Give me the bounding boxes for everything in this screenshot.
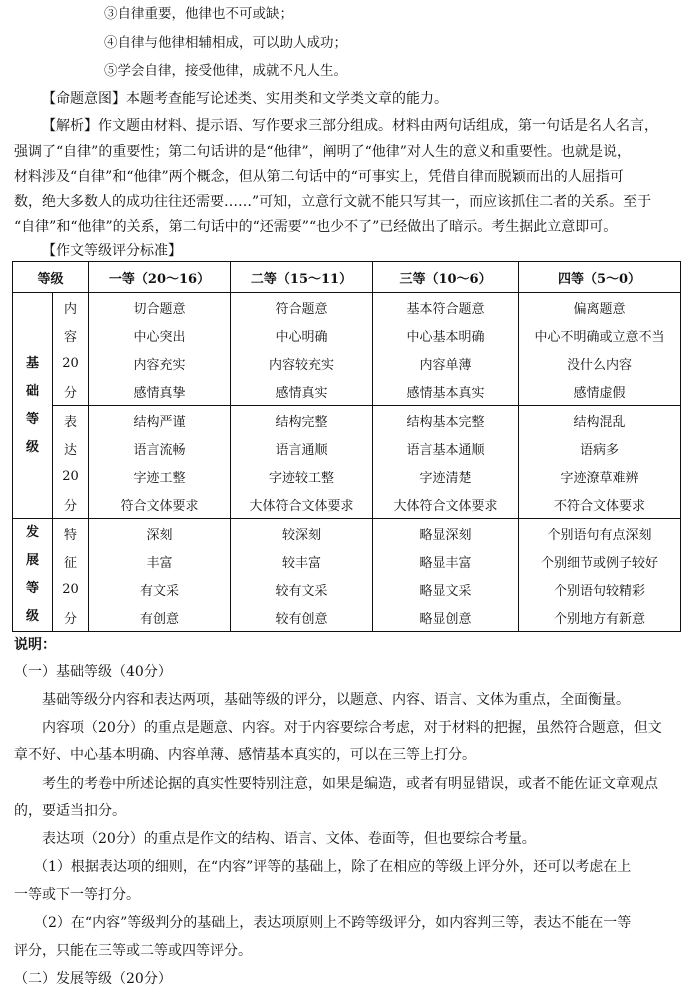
header-fourth-grade: 四等（5～0）	[519, 262, 681, 293]
notes-line: （1）根据表达项的细则，在“内容”评等的基础上，除了在相应的等级上评分外，还可以考虑在上	[34, 859, 632, 875]
table-cell: 中心明确	[231, 321, 373, 349]
table-cell: 符合文体要求	[89, 490, 231, 519]
table-row	[13, 434, 681, 462]
table-cell: 大体符合文体要求	[373, 490, 519, 519]
table-row	[13, 462, 681, 490]
notes-line: （一）基础等级（40分）	[14, 664, 172, 680]
analysis-line: 强调了“自律”的重要性；第二句话讲的是“他律”，阐明了“他律”对人生的意义和重要性。也就是说，	[14, 144, 631, 160]
table-cell: 大体符合文体要求	[231, 490, 373, 519]
sub-label: 分	[53, 490, 89, 519]
sub-label: 特	[53, 519, 89, 548]
table-cell: 较有创意	[231, 603, 373, 632]
notes-line: 的，要适当扣分。	[14, 803, 126, 819]
category-development: 发 展 等 级	[13, 519, 53, 632]
notes-line: 章不好、中心基本明确、内容单薄、感情基本真实的，可以在三等上打分。	[14, 747, 476, 763]
list-item-3: ③自律重要，他律也不可或缺；	[104, 6, 293, 22]
table-cell: 结构严谨	[89, 406, 231, 435]
table-row	[13, 406, 681, 435]
table-cell: 略显丰富	[373, 547, 519, 575]
table-cell: 内容充实	[89, 349, 231, 377]
table-row	[13, 377, 681, 406]
table-cell: 丰富	[89, 547, 231, 575]
sub-label: 内	[53, 293, 89, 322]
table-cell: 语言基本通顺	[373, 434, 519, 462]
notes-line: （2）在“内容”等级判分的基础上，表达项原则上不跨等级评分，如内容判三等，表达不能在一等	[34, 915, 632, 931]
table-cell: 较丰富	[231, 547, 373, 575]
notes-line: 考生的考卷中所述论据的真实性要特别注意，如果是编造，或者有明显错误，或者不能佐证文章观点	[42, 776, 658, 792]
table-cell: 较深刻	[231, 519, 373, 548]
table-row	[13, 575, 681, 603]
table-cell: 深刻	[89, 519, 231, 548]
analysis-line: 【解析】作文题由材料、提示语、写作要求三部分组成。材料由两句话组成，第一句话是名人名言，	[42, 118, 658, 134]
table-cell: 中心突出	[89, 321, 231, 349]
table-cell: 结构基本完整	[373, 406, 519, 435]
table-cell: 感情真实	[231, 377, 373, 406]
table-cell: 字迹较工整	[231, 462, 373, 490]
table-row	[13, 490, 681, 519]
table-cell: 中心基本明确	[373, 321, 519, 349]
analysis-line: “自律”和“他律”的关系，第二句话中的“还需要”“也少不了”已经做出了暗示。考生据此立意即可。	[14, 219, 618, 235]
sub-label: 分	[53, 603, 89, 632]
notes-line: 内容项（20分）的重点是题意、内容。对于内容要综合考虑，对于材料的把握，虽然符合题意，但文	[42, 720, 662, 736]
table-row	[13, 349, 681, 377]
table-cell: 个别地方有新意	[519, 603, 681, 632]
sub-label: 分	[53, 377, 89, 406]
table-row	[13, 603, 681, 632]
header-level: 等级	[13, 262, 89, 293]
table-cell: 个别语句有点深刻	[519, 519, 681, 548]
header-third-grade: 三等（10～6）	[373, 262, 519, 293]
table-cell: 语言流畅	[89, 434, 231, 462]
sub-label: 表	[53, 406, 89, 435]
table-cell: 没什么内容	[519, 349, 681, 377]
table-title: 【作文等级评分标准】	[42, 243, 182, 259]
table-cell: 结构完整	[231, 406, 373, 435]
table-cell: 感情真挚	[89, 377, 231, 406]
sub-label: 达	[53, 434, 89, 462]
notes-line: （二）发展等级（20分）	[14, 971, 172, 987]
sub-label: 20	[53, 462, 89, 490]
table-cell: 感情基本真实	[373, 377, 519, 406]
header-second-grade: 二等（15～11）	[231, 262, 373, 293]
table-cell: 有文采	[89, 575, 231, 603]
table-cell: 个别语句较精彩	[519, 575, 681, 603]
sub-label: 20	[53, 349, 89, 377]
table-cell: 略显创意	[373, 603, 519, 632]
table-cell: 略显文采	[373, 575, 519, 603]
table-cell: 字迹工整	[89, 462, 231, 490]
intent-paragraph: 【命题意图】本题考查能写论述类、实用类和文学类文章的能力。	[42, 91, 448, 107]
table-cell: 内容较充实	[231, 349, 373, 377]
table-header-row	[13, 262, 681, 293]
table-row	[13, 519, 681, 548]
table-cell: 结构混乱	[519, 406, 681, 435]
notes-line: 基础等级分内容和表达两项，基础等级的评分，以题意、内容、语言、文体为重点，全面衡量。	[42, 692, 630, 708]
grading-table	[12, 261, 681, 632]
analysis-line: 材料涉及“自律”和“他律”两个概念，但从第二句话中的“可事实上，凭借自律而脱颖而出的人屈指可	[14, 169, 624, 185]
header-first-grade: 一等（20～16）	[89, 262, 231, 293]
table-cell: 不符合文体要求	[519, 490, 681, 519]
table-cell: 基本符合题意	[373, 293, 519, 322]
list-item-4: ④自律与他律相辅相成，可以助人成功；	[104, 35, 347, 51]
table-row	[13, 293, 681, 322]
table-cell: 较有文采	[231, 575, 373, 603]
table-row	[13, 547, 681, 575]
table-cell: 内容单薄	[373, 349, 519, 377]
list-item-5: ⑤学会自律，接受他律，成就不凡人生。	[104, 63, 347, 79]
table-cell: 字迹潦草难辨	[519, 462, 681, 490]
analysis-line: 数，绝大多数人的成功往往还需要……”可知，立意行文就不能只写其一，而应该抓住二者的关系。至于	[14, 194, 652, 210]
table-row	[13, 321, 681, 349]
table-cell: 个别细节或例子较好	[519, 547, 681, 575]
table-cell: 略显深刻	[373, 519, 519, 548]
table-cell: 符合题意	[231, 293, 373, 322]
table-cell: 中心不明确或立意不当	[519, 321, 681, 349]
table-cell: 字迹清楚	[373, 462, 519, 490]
category-basic: 基 础 等 级	[13, 293, 53, 519]
table-cell: 切合题意	[89, 293, 231, 322]
sub-label: 征	[53, 547, 89, 575]
notes-heading: 说明：	[14, 637, 56, 653]
sub-label: 20	[53, 575, 89, 603]
notes-line: 一等或下一等打分。	[14, 887, 140, 903]
table-cell: 有创意	[89, 603, 231, 632]
notes-line: 评分，只能在三等或二等或四等评分。	[14, 943, 252, 959]
table-cell: 偏离题意	[519, 293, 681, 322]
sub-label: 容	[53, 321, 89, 349]
table-cell: 语病多	[519, 434, 681, 462]
table-cell: 语言通顺	[231, 434, 373, 462]
notes-line: 表达项（20分）的重点是作文的结构、语言、文体、卷面等，但也要综合考量。	[42, 831, 536, 847]
table-cell: 感情虚假	[519, 377, 681, 406]
